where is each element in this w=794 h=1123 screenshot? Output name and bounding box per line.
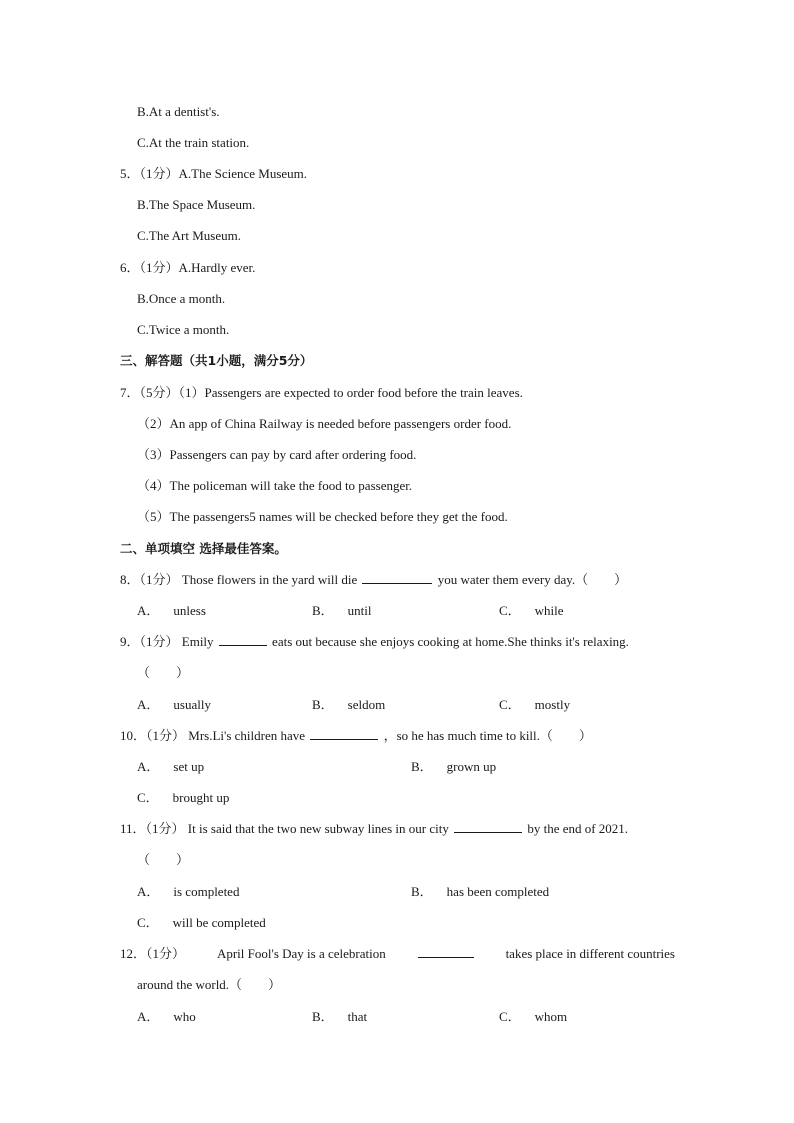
q8-option-c-label: C． bbox=[499, 603, 521, 618]
q6-option-c: C.Twice a month. bbox=[137, 322, 230, 337]
q10-text-after: ，so he has much time to kill.（ ） bbox=[383, 728, 592, 743]
q7-item-3: （3）Passengers can pay by card after ordering food. bbox=[137, 447, 417, 462]
q6-number: 6．（1分） bbox=[120, 260, 179, 275]
q9-answer-paren: （ ） bbox=[137, 665, 190, 680]
q12-question bbox=[120, 945, 675, 963]
q7-item-1: （1）Passengers are expected to order food before the train leaves. bbox=[178, 385, 523, 400]
q10-text-before: Mrs.Li's children have bbox=[188, 728, 306, 743]
q9-option-b bbox=[312, 696, 385, 714]
q12-option-c-label: C． bbox=[499, 1009, 521, 1024]
q9-option-b-text: seldom bbox=[347, 697, 386, 712]
q10-number: 10．（1分） bbox=[120, 728, 186, 743]
q9-question bbox=[120, 633, 629, 651]
q7-number: 7．（5分） bbox=[120, 385, 179, 400]
q11-text-after: by the end of 2021. bbox=[527, 821, 629, 836]
q9-text-before: Emily bbox=[181, 634, 214, 649]
q6-option-a: A.Hardly ever. bbox=[178, 260, 256, 275]
q11-option-b-label: B． bbox=[411, 884, 433, 899]
q5-option-c: C.The Art Museum. bbox=[137, 228, 241, 243]
q6-question bbox=[120, 259, 255, 277]
q8-option-b-label: B． bbox=[312, 603, 334, 618]
q7-item-4: （4）The policeman will take the food to passenger. bbox=[137, 478, 413, 493]
q8-text-after: you water them every day.（ ） bbox=[437, 572, 628, 587]
q11-text-before: It is said that the two new subway lines in our city bbox=[187, 821, 449, 836]
q9-option-c-text: mostly bbox=[534, 697, 571, 712]
q12-option-b bbox=[312, 1008, 367, 1026]
q9-number: 9．（1分） bbox=[120, 634, 179, 649]
q11-option-c-label: C． bbox=[137, 915, 159, 930]
q7-question bbox=[120, 384, 523, 402]
q8-option-a bbox=[137, 602, 206, 620]
q10-option-b-text: grown up bbox=[446, 759, 497, 774]
section-2-heading: 二、单项填空 选择最佳答案。 bbox=[120, 541, 287, 556]
q10-option-c-label: C． bbox=[137, 790, 159, 805]
q9-option-c-label: C． bbox=[499, 697, 521, 712]
q9-text-after: eats out because she enjoys cooking at home.She thinks it's relaxing. bbox=[272, 634, 629, 649]
q8-option-b bbox=[312, 602, 372, 620]
q7-item-2: （2）An app of China Railway is needed before passengers order food. bbox=[137, 416, 512, 431]
q11-option-b bbox=[411, 883, 549, 901]
q8-option-c-text: while bbox=[534, 603, 564, 618]
q8-blank bbox=[362, 571, 432, 584]
q11-question bbox=[120, 820, 628, 838]
q12-option-a bbox=[137, 1008, 196, 1026]
q11-option-a-text: is completed bbox=[173, 884, 240, 899]
q10-option-a-label: A． bbox=[137, 759, 160, 774]
q10-option-b-label: B． bbox=[411, 759, 433, 774]
q5-question bbox=[120, 165, 307, 183]
q12-option-a-label: A． bbox=[137, 1009, 160, 1024]
q10-blank bbox=[310, 727, 378, 740]
q11-option-c bbox=[137, 914, 266, 932]
q12-blank bbox=[418, 945, 474, 958]
q12-option-c-text: whom bbox=[534, 1009, 568, 1024]
q5-option-b: B.The Space Museum. bbox=[137, 197, 256, 212]
q12-option-a-text: who bbox=[173, 1009, 196, 1024]
q11-number: 11．（1分） bbox=[120, 821, 185, 836]
q9-option-a-text: usually bbox=[173, 697, 211, 712]
q8-question bbox=[120, 571, 627, 589]
q5-option-a: A.The Science Museum. bbox=[178, 166, 308, 181]
q9-option-a bbox=[137, 696, 211, 714]
q9-blank bbox=[219, 633, 267, 646]
q10-option-a-text: set up bbox=[173, 759, 205, 774]
q10-option-b bbox=[411, 758, 496, 776]
q11-answer-paren: （ ） bbox=[137, 852, 190, 867]
q11-option-a-label: A． bbox=[137, 884, 160, 899]
q12-number: 12．（1分） bbox=[120, 946, 186, 961]
q10-question bbox=[120, 727, 592, 745]
q10-option-c-text: brought up bbox=[172, 790, 230, 805]
q11-option-b-text: has been completed bbox=[446, 884, 550, 899]
q6-option-b: B.Once a month. bbox=[137, 291, 226, 306]
q11-option-a bbox=[137, 883, 239, 901]
q7-item-5: （5）The passengers5 names will be checked before they get the food. bbox=[137, 509, 508, 524]
q12-text-after: takes place in different countries bbox=[505, 946, 675, 961]
q8-option-a-label: A． bbox=[137, 603, 160, 618]
q12-option-b-text: that bbox=[347, 1009, 368, 1024]
q9-option-a-label: A． bbox=[137, 697, 160, 712]
q4-option-b: B.At a dentist's. bbox=[137, 104, 220, 119]
q8-option-a-text: unless bbox=[173, 603, 206, 618]
q12-option-c bbox=[499, 1008, 567, 1026]
q8-text-before: Those flowers in the yard will die bbox=[181, 572, 358, 587]
q12-text-before: April Fool's Day is a celebration bbox=[216, 946, 386, 961]
q8-option-b-text: until bbox=[347, 603, 372, 618]
q12-option-b-label: B． bbox=[312, 1009, 334, 1024]
q11-option-c-text: will be completed bbox=[172, 915, 266, 930]
q9-option-b-label: B． bbox=[312, 697, 334, 712]
q4-option-c: C.At the train station. bbox=[137, 135, 250, 150]
q10-option-a bbox=[137, 758, 204, 776]
q12-line-2: around the world.（ ） bbox=[137, 977, 282, 992]
q10-option-c bbox=[137, 789, 229, 807]
section-3-heading: 三、解答题（共1小题，满分5分） bbox=[120, 353, 313, 368]
q5-number: 5．（1分） bbox=[120, 166, 179, 181]
q8-number: 8．（1分） bbox=[120, 572, 179, 587]
q8-option-c bbox=[499, 602, 564, 620]
q9-option-c bbox=[499, 696, 570, 714]
q11-blank bbox=[454, 820, 522, 833]
